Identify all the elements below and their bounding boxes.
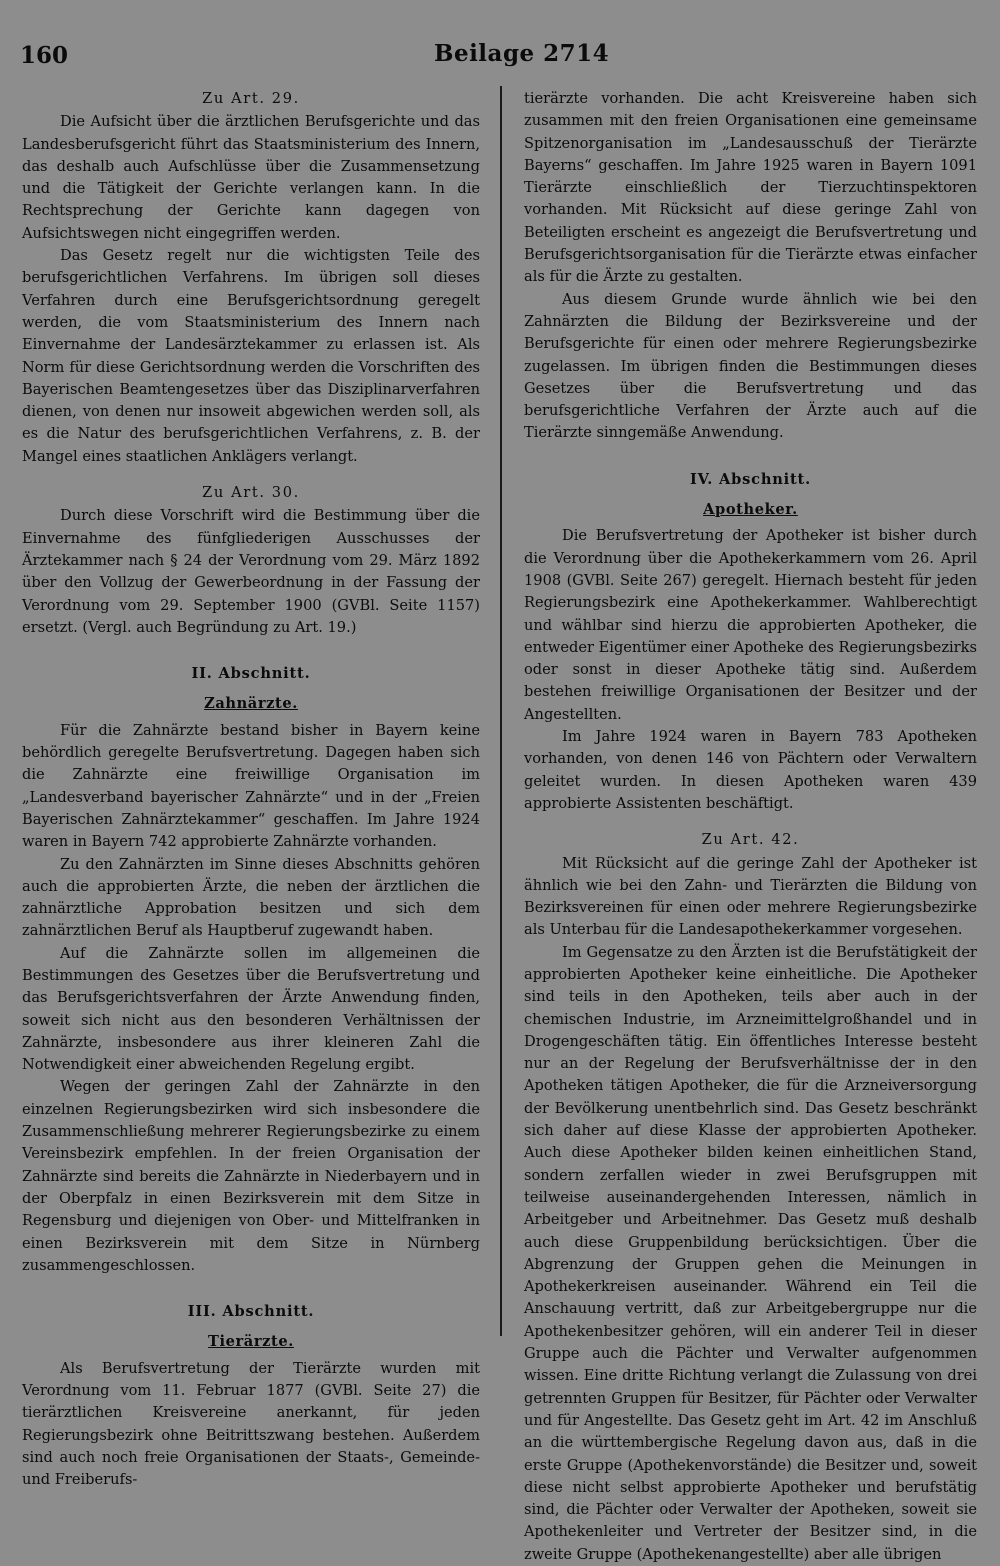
- section-subheading: Tierärzte.: [208, 1333, 294, 1351]
- column-divider: [500, 86, 502, 1336]
- paragraph: Auf die Zahnärzte sollen im allgemeinen die Bestimmungen des Gesetzes über die Berufsvertretung und das Berufsgerichtsverfahren der Ärzte Anwendung finden, soweit sich nicht aus den besonderen Verhältnissen der Zahnärzte, insbesondere aus ihrer kleineren Zahl die Notwendigkeit einer abweichenden Regelung ergibt.: [22, 944, 480, 1074]
- section-subheading: Apotheker.: [703, 501, 798, 519]
- section-heading: III. Abschnitt.: [187, 1303, 315, 1321]
- running-head: Beilage 2714: [434, 40, 610, 67]
- paragraph: Zu den Zahnärzten im Sinne dieses Abschnitts gehören auch die approbierten Ärzte, die neben der ärztlichen die zahnärztliche Approbation besitzen und sich dem zahnärztlichen Beruf als Hauptberuf zugewandt haben.: [22, 855, 480, 940]
- right-column: [524, 88, 977, 1566]
- section-subheading: Zahnärzte.: [204, 695, 298, 713]
- page-number: 160: [20, 42, 69, 69]
- paragraph: tierärzte vorhanden. Die acht Kreisvereine haben sich zusammen mit den freien Organisationen eine gemeinsame Spitzenorganisation im „Landesausschuß der Tierärzte Bayerns“ geschaffen. Im Jahre 1925 waren in Bayern 1091 Tierärzte einschließlich der Tierzuchtinspektoren vorhanden. Mit Rücksicht auf diese geringe Zahl von Beteiligten erscheint es angezeigt die Berufsvertretung und Berufsgerichtsorganisation für die Tierärzte etwas einfacher als für die Ärzte zu gestalten.: [524, 90, 977, 286]
- left-column: [22, 86, 480, 1492]
- paragraph: Mit Rücksicht auf die geringe Zahl der Apotheker ist ähnlich wie bei den Zahn- und Tierärzten die Bildung von Bezirksvereinen für einen oder mehrere Regierungsbezirke als Unterbau für die Landesapothekerkammer vorgesehen.: [524, 854, 977, 939]
- article-heading: Zu Art. 29.: [202, 90, 300, 107]
- paragraph: Im Jahre 1924 waren in Bayern 783 Apotheken vorhanden, von denen 146 von Pächtern oder Verwaltern geleitet wurden. In diesen Apotheken waren 439 approbierte Assistenten beschäftigt.: [524, 728, 977, 812]
- paragraph: Für die Zahnärzte bestand bisher in Bayern keine behördlich geregelte Berufsvertretung. Dagegen haben sich die Zahnärzte eine freiwillige Organisation im „Landesverband bayerischer Zahnärzte“ und in der „Freien Bayerischen Zahnärztekammer“ geschaffen. Im Jahre 1924 waren in Bayern 742 approbierte Zahnärzte vorhanden.: [22, 721, 480, 851]
- paragraph: Durch diese Vorschrift wird die Bestimmung über die Einvernahme des fünfgliederigen Ausschusses der Ärztekammer nach § 24 der Verordnung vom 29. März 1892 über den Vollzug der Gewerbeordnung in der Fassung der Verordnung vom 29. September 1900 (GVBl. Seite 1157) ersetzt. (Vergl. auch Begründung zu Art. 19.): [22, 507, 480, 636]
- paragraph: Im Gegensatze zu den Ärzten ist die Berufstätigkeit der approbierten Apotheker keine einheitliche. Die Apotheker sind teils in den Apotheken, teils aber auch in der chemischen Industrie, im Arzneimittelgroßhandel und in Drogengeschäften tätig. Ein öffentliches Interesse besteht nur an der Regelung der Berufsverhältnisse der in den Apotheken tätigen Apotheker, die für die Arzneiversorgung der Bevölkerung unentbehrlich sind. Das Gesetz beschränkt sich daher auf diese Klasse der approbierten Apotheker. Auch diese Apotheker bilden keinen einheitlichen Stand, sondern zerfallen wieder in zwei Berufsgruppen mit teilweise auseinandergehenden Interessen, nämlich in Arbeitgeber und Arbeitnehmer. Das Gesetz muß deshalb auch diese Gruppenbildung berücksichtigen. Über die Abgrenzung der Gruppen gehen die Meinungen in Apothekerkreisen auseinander. Während ein Teil die Anschauung vertritt, daß zur Arbeitgebergruppe nur die Apothekenbesitzer gehören, will ein anderer Teil in dieser Gruppe auch die Pächter und Verwalter aufgenommen wissen. Eine dritte Richtung verlangt die Zulassung von drei getrennten Gruppen für Besitzer, für Pächter oder Verwalter und für Angestellte. Das Gesetz geht im Art. 42 im Anschluß an die württembergische Regelung davon aus, daß in die erste Gruppe (Apothekenvorstände) die Besitzer und, soweit diese nicht selbst approbierte Apotheker und berufstätig sind, die Pächter oder Verwalter der Apotheken, soweit sie Apothekenleiter und Vertreter der Besitzer sind, in die zweite Gruppe (Apothekenangestellte) aber alle übrigen: [524, 943, 977, 1563]
- section-heading: IV. Abschnitt.: [690, 470, 811, 488]
- paragraph: Aus diesem Grunde wurde ähnlich wie bei den Zahnärzten die Bildung der Bezirksvereine und der Berufsgerichte für einen oder mehrere Regierungsbezirke zugelassen. Im übrigen finden die Bestimmungen dieses Gesetzes über die Berufsvertretung und das berufsgerichtliche Verfahren der Ärzte auch auf die Tierärzte sinngemäße Anwendung.: [524, 290, 977, 442]
- paragraph: Als Berufsvertretung der Tierärzte wurden mit Verordnung vom 11. Februar 1877 (GVBl. Seite 27) die tierärztlichen Kreisvereine anerkannt, für jeden Regierungsbezirk ohne Beitrittszwang bestehen. Außerdem sind auch noch freie Organisationen der Staats-, Gemeinde- und Freiberufs-: [22, 1359, 480, 1489]
- paragraph: Die Aufsicht über die ärztlichen Berufsgerichte und das Landesberufsgericht führt das Staatsministerium des Innern, das deshalb auch Aufschlüsse über die Zusammensetzung und die Tätigkeit der Gerichte verlangen kann. In die Rechtsprechung der Gerichte kann dagegen von Aufsichtswegen nicht eingegriffen werden.: [22, 113, 480, 242]
- section-heading: II. Abschnitt.: [191, 665, 311, 683]
- paragraph: Die Berufsvertretung der Apotheker ist bisher durch die Verordnung über die Apothekerkammern vom 26. April 1908 (GVBl. Seite 267) geregelt. Hiernach besteht für jeden Regierungsbezirk eine Apothekerkammer. Wahlberechtigt und wählbar sind hierzu die approbierten Apotheker, die entweder Eigentümer einer Apotheke des Regierungsbezirks oder sonst in dieser Apotheke tätig sind. Außerdem bestehen freiwillige Organisationen der Besitzer und der Angestellten.: [524, 527, 977, 723]
- paragraph: Das Gesetz regelt nur die wichtigsten Teile des berufsgerichtlichen Verfahrens. Im übrigen soll dieses Verfahren durch eine Berufsgerichtsordnung geregelt werden, die vom Staatsministerium des Innern nach Einvernahme der Landesärztekammer zu erlassen ist. Als Norm für diese Gerichtsordnung werden die Vorschriften des Bayerischen Beamtengesetzes über das Disziplinarverfahren dienen, von denen nur insoweit abgewichen werden soll, als es die Natur des berufsgerichtlichen Verfahrens, z. B. der Mangel eines staatlichen Anklägers verlangt.: [22, 247, 480, 465]
- article-heading: Zu Art. 42.: [701, 831, 800, 849]
- article-heading: Zu Art. 30.: [202, 484, 300, 502]
- paragraph: Wegen der geringen Zahl der Zahnärzte in den einzelnen Regierungsbezirken wird sich insbesondere die Zusammenschließung mehrerer Regierungsbezirke zu einem Vereinsbezirk empfehlen. In der freien Organisation der Zahnärzte sind bereits die Zahnärzte in Niederbayern und in der Oberpfalz in einen Bezirksverein mit dem Sitze in Regensburg und diejenigen von Ober- und Mittelfranken in einen Bezirksverein mit dem Sitze in Nürnberg zusammengeschlossen.: [22, 1078, 480, 1274]
